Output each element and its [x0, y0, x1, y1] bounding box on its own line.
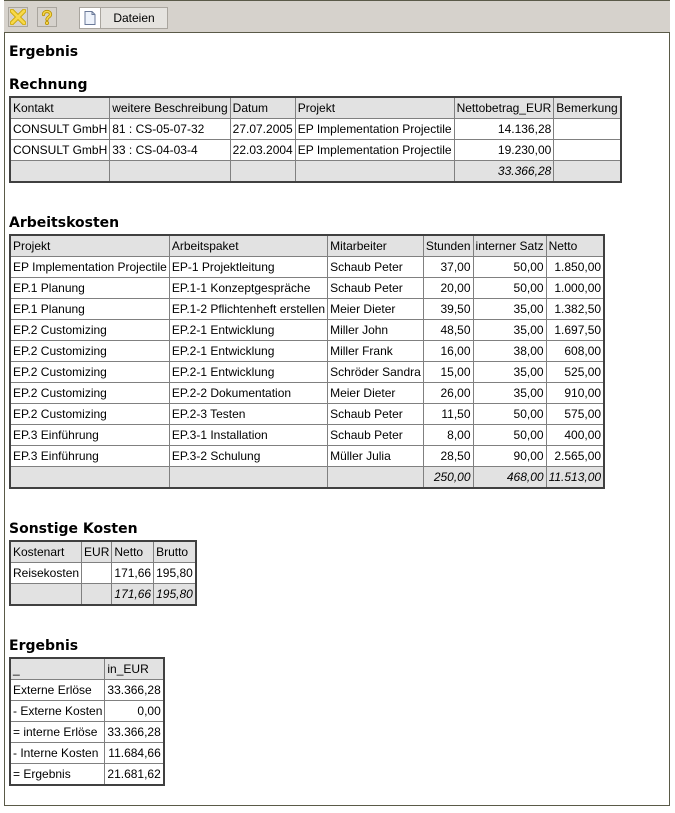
cell-netto: 1.850,00	[546, 257, 604, 278]
total-satz: 468,00	[473, 467, 546, 489]
table-row	[10, 404, 604, 425]
table-header-row	[10, 235, 604, 257]
document-icon	[80, 8, 101, 28]
cell-projekt: EP.2 Customizing	[10, 362, 169, 383]
table-row	[10, 722, 164, 743]
cell-bemerkung	[554, 140, 621, 161]
cell-netto: 171,66	[112, 563, 154, 584]
column-header: EUR	[82, 541, 112, 563]
column-header: Projekt	[295, 97, 454, 119]
cell-projekt: EP.3 Einführung	[10, 425, 169, 446]
cell-satz: 35,00	[473, 299, 546, 320]
cell-arbeitspaket: EP.2-1 Entwicklung	[169, 320, 327, 341]
cell-arbeitspaket: EP.2-2 Dokumentation	[169, 383, 327, 404]
cell-projekt: EP.2 Customizing	[10, 320, 169, 341]
cell-stunden: 26,00	[423, 383, 473, 404]
cell-netto: 400,00	[546, 425, 604, 446]
cell-nettobetrag: 19.230,00	[454, 140, 554, 161]
total-row	[10, 584, 196, 606]
cell-projekt: EP.2 Customizing	[10, 341, 169, 362]
cell-stunden: 11,50	[423, 404, 473, 425]
column-header: Projekt	[10, 235, 169, 257]
close-button[interactable]	[8, 7, 28, 27]
total-netto: 171,66	[112, 584, 154, 606]
cell-netto: 910,00	[546, 383, 604, 404]
column-header: weitere Beschreibung	[110, 97, 230, 119]
total-row	[10, 161, 621, 183]
cell-eur	[82, 563, 112, 584]
cell-mitarbeiter: Schaub Peter	[328, 278, 424, 299]
cell-datum: 27.07.2005	[230, 119, 295, 140]
column-header: Netto	[112, 541, 154, 563]
column-header: Nettobetrag_EUR	[454, 97, 554, 119]
table-row	[10, 446, 604, 467]
column-header: Kontakt	[10, 97, 110, 119]
close-icon	[10, 9, 26, 25]
column-header: Brutto	[154, 541, 196, 563]
total-cell	[82, 584, 112, 606]
cell-value: 33.366,28	[105, 722, 164, 743]
cell-projekt: EP.3 Einführung	[10, 446, 169, 467]
table-row	[10, 299, 604, 320]
arbeitskosten-table	[9, 234, 605, 489]
cell-label: = interne Erlöse	[10, 722, 105, 743]
cell-brutto: 195,80	[154, 563, 196, 584]
cell-mitarbeiter: Müller Julia	[328, 446, 424, 467]
cell-value: 11.684,66	[105, 743, 164, 764]
cell-satz: 50,00	[473, 278, 546, 299]
cell-netto: 1.382,50	[546, 299, 604, 320]
table-row	[10, 563, 196, 584]
cell-netto: 2.565,00	[546, 446, 604, 467]
cell-satz: 50,00	[473, 404, 546, 425]
cell-kostenart: Reisekosten	[10, 563, 82, 584]
cell-mitarbeiter: Meier Dieter	[328, 299, 424, 320]
table-row	[10, 764, 164, 786]
cell-arbeitspaket: EP.2-3 Testen	[169, 404, 327, 425]
cell-netto: 575,00	[546, 404, 604, 425]
cell-nettobetrag: 14.136,28	[454, 119, 554, 140]
cell-projekt: EP.2 Customizing	[10, 383, 169, 404]
column-header: Mitarbeiter	[328, 235, 424, 257]
total-cell	[554, 161, 621, 183]
rechnung-title: Rechnung	[9, 77, 88, 93]
cell-label: = Ergebnis	[10, 764, 105, 786]
column-header: Arbeitspaket	[169, 235, 327, 257]
cell-projekt: EP Implementation Projectile	[295, 119, 454, 140]
cell-stunden: 20,00	[423, 278, 473, 299]
cell-mitarbeiter: Miller John	[328, 320, 424, 341]
total-cell	[230, 161, 295, 183]
arbeitskosten-title: Arbeitskosten	[9, 215, 120, 231]
table-row	[10, 341, 604, 362]
cell-mitarbeiter: Schaub Peter	[328, 425, 424, 446]
cell-projekt: EP Implementation Projectile	[295, 140, 454, 161]
cell-satz: 90,00	[473, 446, 546, 467]
cell-stunden: 15,00	[423, 362, 473, 383]
table-row	[10, 320, 604, 341]
cell-stunden: 37,00	[423, 257, 473, 278]
table-header-row	[10, 97, 621, 119]
cell-projekt: EP.1 Planung	[10, 299, 169, 320]
column-header: in_EUR	[105, 658, 164, 680]
cell-stunden: 28,50	[423, 446, 473, 467]
ergebnis-title: Ergebnis	[9, 638, 79, 654]
column-header: Netto	[546, 235, 604, 257]
cell-netto: 1.000,00	[546, 278, 604, 299]
table-row	[10, 701, 164, 722]
total-cell	[10, 584, 82, 606]
total-cell	[10, 161, 110, 183]
help-button[interactable]	[37, 7, 57, 27]
cell-arbeitspaket: EP.1-2 Pflichtenheft erstellen	[169, 299, 327, 320]
total-nettobetrag: 33.366,28	[454, 161, 554, 183]
sonstige-kosten-table	[9, 540, 197, 606]
cell-satz: 35,00	[473, 383, 546, 404]
table-row	[10, 680, 164, 701]
cell-stunden: 48,50	[423, 320, 473, 341]
table-row	[10, 278, 604, 299]
cell-label: - Interne Kosten	[10, 743, 105, 764]
cell-mitarbeiter: Schaub Peter	[328, 404, 424, 425]
page-title: Ergebnis	[9, 44, 79, 60]
cell-arbeitspaket: EP.2-1 Entwicklung	[169, 341, 327, 362]
cell-mitarbeiter: Meier Dieter	[328, 383, 424, 404]
total-cell	[295, 161, 454, 183]
rechnung-table	[9, 96, 622, 183]
total-cell	[110, 161, 230, 183]
toolbar	[4, 0, 670, 33]
cell-stunden: 8,00	[423, 425, 473, 446]
cell-satz: 38,00	[473, 341, 546, 362]
cell-mitarbeiter: Schaub Peter	[328, 257, 424, 278]
cell-projekt: EP.2 Customizing	[10, 404, 169, 425]
cell-mitarbeiter: Schröder Sandra	[328, 362, 424, 383]
cell-netto: 608,00	[546, 341, 604, 362]
cell-satz: 35,00	[473, 362, 546, 383]
files-button[interactable]	[79, 7, 168, 29]
total-cell	[169, 467, 327, 489]
column-header: Kostenart	[10, 541, 82, 563]
cell-netto: 525,00	[546, 362, 604, 383]
cell-bemerkung	[554, 119, 621, 140]
cell-value: 21.681,62	[105, 764, 164, 786]
files-button-label: Dateien	[113, 11, 155, 25]
ergebnis-table	[9, 657, 165, 786]
total-stunden: 250,00	[423, 467, 473, 489]
cell-netto: 1.697,50	[546, 320, 604, 341]
column-header: interner Satz	[473, 235, 546, 257]
cell-label: Externe Erlöse	[10, 680, 105, 701]
cell-arbeitspaket: EP.1-1 Konzeptgespräche	[169, 278, 327, 299]
cell-satz: 50,00	[473, 257, 546, 278]
column-header: Datum	[230, 97, 295, 119]
cell-kontakt: CONSULT GmbH	[10, 119, 110, 140]
column-header: _	[10, 658, 105, 680]
total-netto: 11.513,00	[546, 467, 604, 489]
table-row	[10, 425, 604, 446]
cell-projekt: EP Implementation Projectile	[10, 257, 169, 278]
table-header-row	[10, 658, 164, 680]
total-row	[10, 467, 604, 489]
table-row	[10, 383, 604, 404]
cell-stunden: 16,00	[423, 341, 473, 362]
cell-label: - Externe Kosten	[10, 701, 105, 722]
total-cell	[10, 467, 169, 489]
table-row	[10, 743, 164, 764]
table-header-row	[10, 541, 196, 563]
cell-beschreibung: 81 : CS-05-07-32	[110, 119, 230, 140]
cell-kontakt: CONSULT GmbH	[10, 140, 110, 161]
cell-projekt: EP.1 Planung	[10, 278, 169, 299]
cell-beschreibung: 33 : CS-04-03-4	[110, 140, 230, 161]
table-row	[10, 140, 621, 161]
cell-value: 33.366,28	[105, 680, 164, 701]
cell-satz: 50,00	[473, 425, 546, 446]
table-row	[10, 362, 604, 383]
cell-datum: 22.03.2004	[230, 140, 295, 161]
cell-arbeitspaket: EP.3-1 Installation	[169, 425, 327, 446]
cell-value: 0,00	[105, 701, 164, 722]
cell-mitarbeiter: Miller Frank	[328, 341, 424, 362]
table-row	[10, 119, 621, 140]
help-icon	[39, 9, 55, 25]
cell-stunden: 39,50	[423, 299, 473, 320]
column-header: Stunden	[423, 235, 473, 257]
cell-arbeitspaket: EP-1 Projektleitung	[169, 257, 327, 278]
table-row	[10, 257, 604, 278]
column-header: Bemerkung	[554, 97, 621, 119]
cell-arbeitspaket: EP.2-1 Entwicklung	[169, 362, 327, 383]
sonstige-kosten-title: Sonstige Kosten	[9, 521, 138, 537]
total-brutto: 195,80	[154, 584, 196, 606]
cell-arbeitspaket: EP.3-2 Schulung	[169, 446, 327, 467]
total-cell	[328, 467, 424, 489]
cell-satz: 35,00	[473, 320, 546, 341]
